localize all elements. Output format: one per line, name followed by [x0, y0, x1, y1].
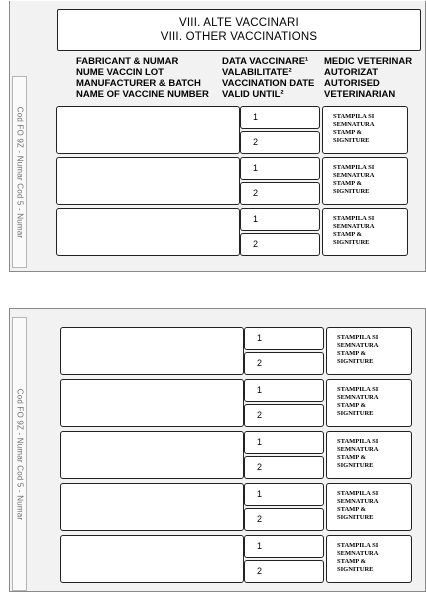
- vaccination-row: [56, 157, 406, 205]
- vaccine-manufacturer-field[interactable]: [60, 379, 244, 427]
- stamp-signature-box[interactable]: STAMPILA SI SEMNATURA STAMP & SIGNITURE: [326, 327, 412, 375]
- vaccine-manufacturer-field[interactable]: [56, 208, 240, 256]
- passport-page-top: [9, 1, 426, 272]
- valid-until-field[interactable]: [240, 233, 320, 256]
- row-number-1: 1: [257, 489, 263, 499]
- vaccination-row: [56, 106, 406, 154]
- row-number-2: 2: [257, 358, 263, 368]
- passport-page-bottom: [9, 308, 426, 592]
- valid-until-field[interactable]: [244, 508, 324, 531]
- page-spine-label: Cod FO 9Z - Numar Cod 5 - Numar: [12, 76, 27, 268]
- vaccination-row: [60, 327, 410, 375]
- row-number-2: 2: [253, 188, 259, 198]
- vaccination-date-field[interactable]: [244, 535, 324, 558]
- row-number-1: 1: [253, 112, 259, 122]
- vaccine-manufacturer-field[interactable]: [60, 431, 244, 479]
- row-number-1: 1: [257, 333, 263, 343]
- vaccine-manufacturer-field[interactable]: [60, 483, 244, 531]
- stamp-signature-box[interactable]: STAMPILA SI SEMNATURA STAMP & SIGNITURE: [326, 535, 412, 583]
- vaccination-date-field[interactable]: [244, 327, 324, 350]
- vaccination-row: [60, 431, 410, 479]
- row-number-2: 2: [257, 462, 263, 472]
- valid-until-field[interactable]: [240, 131, 320, 154]
- vaccination-row: [56, 208, 406, 256]
- valid-until-field[interactable]: [244, 456, 324, 479]
- vaccination-date-field[interactable]: [244, 379, 324, 402]
- stamp-signature-box[interactable]: STAMPILA SI SEMNATURA STAMP & SIGNITURE: [322, 208, 408, 256]
- vaccination-row: [60, 379, 410, 427]
- stamp-signature-box[interactable]: STAMPILA SI SEMNATURA STAMP & SIGNITURE: [326, 379, 412, 427]
- valid-until-field[interactable]: [244, 560, 324, 583]
- row-number-2: 2: [257, 514, 263, 524]
- vaccination-date-field[interactable]: [244, 431, 324, 454]
- row-number-2: 2: [253, 239, 259, 249]
- valid-until-field[interactable]: [244, 404, 324, 427]
- row-number-2: 2: [253, 137, 259, 147]
- vaccine-manufacturer-field[interactable]: [56, 106, 240, 154]
- row-number-2: 2: [257, 566, 263, 576]
- vaccination-date-field[interactable]: [240, 106, 320, 129]
- row-number-1: 1: [257, 437, 263, 447]
- stamp-signature-box[interactable]: STAMPILA SI SEMNATURA STAMP & SIGNITURE: [322, 157, 408, 205]
- row-number-1: 1: [253, 214, 259, 224]
- row-number-1: 1: [257, 541, 263, 551]
- stamp-signature-box[interactable]: STAMPILA SI SEMNATURA STAMP & SIGNITURE: [326, 483, 412, 531]
- vaccination-row: [60, 483, 410, 531]
- header-vaccination-date: DATA VACCINARE¹ VALABILITATE² VACCINATION DATE VALID UNTIL²: [222, 56, 315, 100]
- header-veterinarian: MEDIC VETERINAR AUTORIZAT AUTORISED VETERINARIAN: [324, 56, 413, 100]
- vaccination-date-field[interactable]: [244, 483, 324, 506]
- vaccination-row: [60, 535, 410, 583]
- vaccine-manufacturer-field[interactable]: [56, 157, 240, 205]
- row-number-1: 1: [253, 163, 259, 173]
- section-title-ro: VIII. ALTE VACCINARI: [179, 17, 299, 29]
- vaccine-manufacturer-field[interactable]: [60, 535, 244, 583]
- vaccine-manufacturer-field[interactable]: [60, 327, 244, 375]
- header-manufacturer: FABRICANT & NUMAR NUME VACCIN LOT MANUFACTURER & BATCH NAME OF VACCINE NUMBER: [76, 56, 209, 100]
- valid-until-field[interactable]: [240, 182, 320, 205]
- section-title-en: VIII. OTHER VACCINATIONS: [160, 31, 318, 43]
- vaccination-date-field[interactable]: [240, 208, 320, 231]
- stamp-signature-box[interactable]: STAMPILA SI SEMNATURA STAMP & SIGNITURE: [322, 106, 408, 154]
- row-number-1: 1: [257, 385, 263, 395]
- page-spine-label: Cod FO 9Z - Numar Cod 5 - Numar: [12, 317, 27, 591]
- stamp-signature-box[interactable]: STAMPILA SI SEMNATURA STAMP & SIGNITURE: [326, 431, 412, 479]
- section-title-box: [57, 9, 421, 51]
- vaccination-date-field[interactable]: [240, 157, 320, 180]
- valid-until-field[interactable]: [244, 352, 324, 375]
- row-number-2: 2: [257, 410, 263, 420]
